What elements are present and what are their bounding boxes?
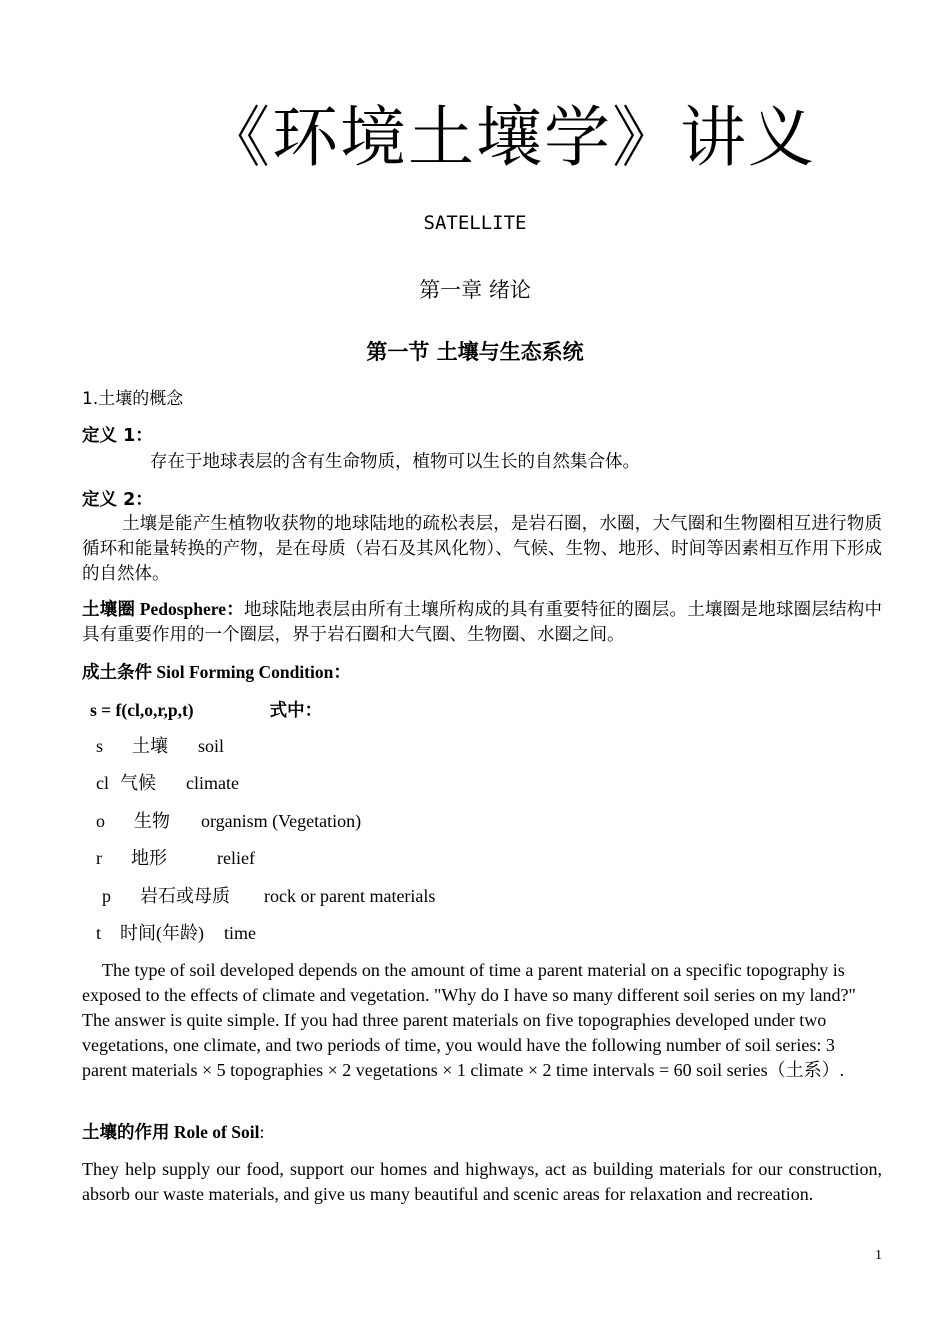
document-subtitle: SATELLITE [423,212,527,234]
variable-row [96,809,361,833]
variable-chinese: 岩石或母质 [140,886,230,906]
definition-1-text: 存在于地球表层的含有生命物质，植物可以生长的自然集合体。 [150,451,640,471]
page-number: 1 [875,1248,882,1263]
definition-2-text: 土壤是能产生植物收获物的地球陆地的疏松表层，是岩石圈，水圈，大气圈和生物圈相互进行物质循环和能量转换的产物，是在母质（岩石及其风化物）、气候、生物、地形、时间等因素相互作用下形成的自然体。 [82,513,882,583]
variable-row [96,846,255,870]
document-title: 《环境土壤学》讲义 [204,99,816,176]
variable-english: climate [186,773,239,793]
variable-symbol: o [96,811,105,831]
formula: s = f(cl,o,r,p,t) [90,700,194,720]
variable-english: soil [198,736,225,756]
formula-line [90,698,890,724]
definition-1-label: 定义 1： [82,426,153,446]
variable-english: time [224,923,256,943]
soil-forming-condition-label: 成土条件 Siol Forming Condition： [82,662,351,682]
variable-english: rock or parent materials [264,886,436,906]
variable-english: organism (Vegetation) [201,811,362,831]
chapter-heading: 第一章 绪论 [419,278,531,302]
role-of-soil-heading [82,1120,882,1145]
variable-row [96,734,224,758]
variable-symbol: cl [96,773,109,793]
variable-chinese: 气候 [120,773,156,793]
variable-chinese: 土壤 [132,736,168,756]
variable-chinese: 地形 [131,848,167,868]
variable-english: relief [217,848,255,868]
variable-symbol: p [102,886,111,906]
variable-symbol: s [96,736,104,756]
variable-row [96,771,239,795]
item-heading: 1.土壤的概念 [82,389,184,409]
pedosphere-paragraph [82,597,882,647]
english-paragraph: The type of soil developed depends on the amount of time a parent material on a specific topography is exposed to the effects of climate and vegetation. "Why do I have so many different soil series on my land?" The answer is quite simple. If you had three parent materials on five topographies developed under two vegetations, one climate, and two periods of time, you would have the following number of soil series: 3 parent materials × 5 topographies × 2 vegetations × 1 climate × 2 time intervals = 60 soil series（土系）. [82,960,856,1080]
definition-2-label: 定义 2： [82,490,153,510]
variable-chinese: 生物 [134,811,170,831]
pedosphere-text: 地球陆地表层由所有土壤所构成的具有重要特征的圈层。土壤圈是地球圈层结构中具有重要作用的一个圈层，界于岩石圈和大气圈、生物圈、水圈之间。 [82,599,883,644]
role-of-soil-colon: : [259,1122,265,1142]
section-heading: 第一节 土壤与生态系统 [366,340,584,364]
formula-note: 式中： [269,701,323,721]
variable-symbol: r [96,848,102,868]
pedosphere-label: 土壤圈 Pedosphere： [82,599,244,619]
variable-row [96,921,256,945]
variable-chinese: 时间(年龄) [120,923,204,943]
role-of-soil-label: 土壤的作用 Role of Soil [82,1122,260,1142]
role-of-soil-text: They help supply our food, support our homes and highways, act as building materials for our construction, absorb our waste materials, and give us many beautiful and scenic areas for relaxation and recreation. [82,1159,882,1204]
variable-row [102,884,435,908]
variable-symbol: t [96,923,102,943]
